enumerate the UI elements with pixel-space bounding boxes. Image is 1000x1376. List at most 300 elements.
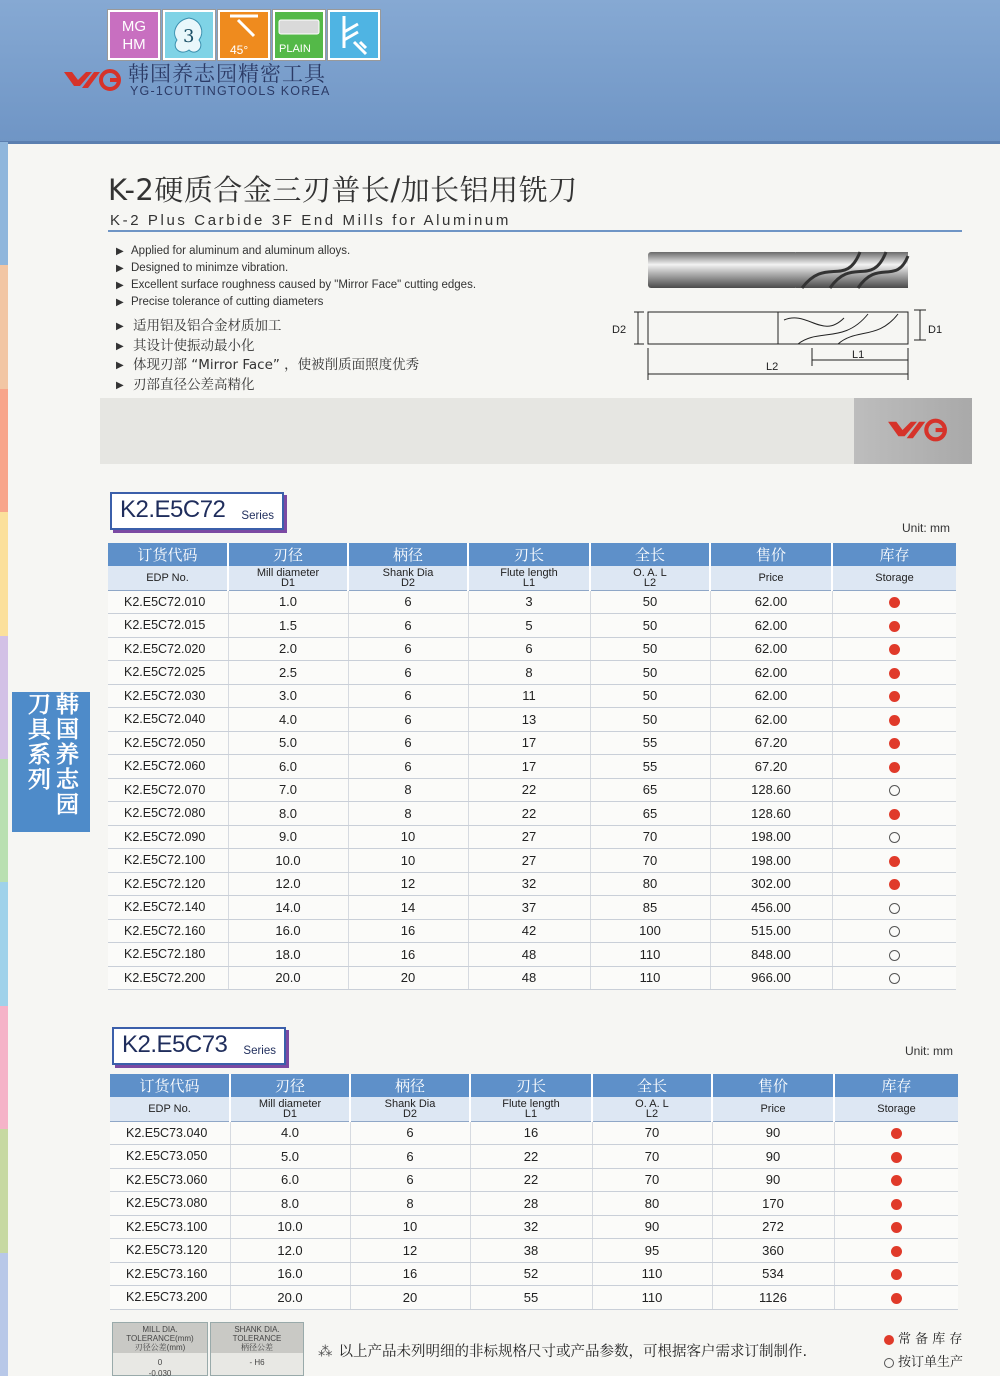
value-cell: 11 bbox=[468, 684, 590, 708]
edp-cell: K2.E5C73.050 bbox=[110, 1145, 230, 1169]
column-header-en: Storage bbox=[832, 566, 956, 590]
value-cell: 6.0 bbox=[230, 1168, 350, 1192]
edp-cell: K2.E5C73.040 bbox=[110, 1121, 230, 1145]
stock-dot-icon bbox=[889, 668, 900, 679]
table-row bbox=[108, 825, 956, 849]
column-header-cn: 柄径 bbox=[348, 543, 468, 566]
value-cell: 2.0 bbox=[228, 637, 348, 661]
column-header-cn: 刃长 bbox=[470, 1074, 592, 1097]
table-row bbox=[108, 731, 956, 755]
table-row bbox=[108, 966, 956, 990]
edp-cell: K2.E5C72.010 bbox=[108, 590, 228, 614]
value-cell: 6.0 bbox=[228, 755, 348, 779]
drawing-label-d1: D1 bbox=[928, 324, 943, 336]
value-cell: 67.20 bbox=[710, 755, 832, 779]
value-cell: 10 bbox=[350, 1215, 470, 1239]
brand-name-cn: 韩国养志园精密工具 bbox=[128, 62, 326, 86]
storage-cell bbox=[832, 684, 956, 708]
feature-item: ▶ 刃部直径公差高精化 bbox=[116, 376, 419, 396]
storage-cell bbox=[832, 802, 956, 826]
edp-cell: K2.E5C72.160 bbox=[108, 919, 228, 943]
value-cell: 966.00 bbox=[710, 966, 832, 990]
value-cell: 9.0 bbox=[228, 825, 348, 849]
value-cell: 22 bbox=[470, 1168, 592, 1192]
value-cell: 20 bbox=[348, 966, 468, 990]
stock-dot-icon bbox=[891, 1152, 902, 1163]
value-cell: 62.00 bbox=[710, 637, 832, 661]
value-cell: 50 bbox=[590, 614, 710, 638]
value-cell: 6 bbox=[350, 1121, 470, 1145]
value-cell: 27 bbox=[468, 825, 590, 849]
value-cell: 65 bbox=[590, 802, 710, 826]
table-row bbox=[108, 872, 956, 896]
value-cell: 5.0 bbox=[228, 731, 348, 755]
table-row bbox=[110, 1145, 958, 1169]
order-dot-icon bbox=[889, 832, 900, 843]
value-cell: 70 bbox=[592, 1168, 712, 1192]
storage-cell bbox=[832, 896, 956, 920]
value-cell: 17 bbox=[468, 755, 590, 779]
stock-dot-icon bbox=[891, 1199, 902, 1210]
edp-cell: K2.E5C72.040 bbox=[108, 708, 228, 732]
value-cell: 6 bbox=[348, 684, 468, 708]
side-color-strip bbox=[0, 142, 8, 1376]
value-cell: 302.00 bbox=[710, 872, 832, 896]
storage-cell bbox=[832, 966, 956, 990]
edp-cell: K2.E5C73.160 bbox=[110, 1262, 230, 1286]
table-row bbox=[108, 778, 956, 802]
value-cell: 1126 bbox=[712, 1286, 834, 1310]
edp-cell: K2.E5C72.200 bbox=[108, 966, 228, 990]
value-cell: 16 bbox=[348, 943, 468, 967]
edp-cell: K2.E5C72.015 bbox=[108, 614, 228, 638]
value-cell: 55 bbox=[590, 731, 710, 755]
feature-item: ▶ Applied for aluminum and aluminum alloys. bbox=[116, 243, 476, 260]
edp-cell: K2.E5C72.070 bbox=[108, 778, 228, 802]
storage-cell bbox=[834, 1145, 958, 1169]
value-cell: 16 bbox=[348, 919, 468, 943]
storage-cell bbox=[832, 825, 956, 849]
column-header-cn: 全长 bbox=[592, 1074, 712, 1097]
order-dot-icon bbox=[889, 973, 900, 984]
material-icon: MG HM bbox=[108, 10, 160, 60]
value-cell: 6 bbox=[348, 755, 468, 779]
edp-cell: K2.E5C73.100 bbox=[110, 1215, 230, 1239]
value-cell: 534 bbox=[712, 1262, 834, 1286]
order-dot-icon bbox=[889, 903, 900, 914]
flute-count-icon bbox=[163, 10, 215, 60]
value-cell: 22 bbox=[470, 1145, 592, 1169]
order-dot-icon bbox=[889, 785, 900, 796]
storage-cell bbox=[832, 755, 956, 779]
table-row bbox=[108, 849, 956, 873]
column-header-en: Mill diameter D1 bbox=[228, 566, 348, 590]
stock-dot-icon bbox=[891, 1269, 902, 1280]
edp-cell: K2.E5C73.080 bbox=[110, 1192, 230, 1216]
value-cell: 32 bbox=[468, 872, 590, 896]
table-row bbox=[110, 1239, 958, 1263]
value-cell: 4.0 bbox=[228, 708, 348, 732]
series-label-2: K2.E5C73 Series bbox=[112, 1027, 286, 1065]
value-cell: 20 bbox=[350, 1286, 470, 1310]
value-cell: 110 bbox=[590, 943, 710, 967]
value-cell: 62.00 bbox=[710, 684, 832, 708]
column-header-en: Flute length L1 bbox=[470, 1097, 592, 1121]
column-header-en: Shank Dia D2 bbox=[350, 1097, 470, 1121]
value-cell: 6 bbox=[350, 1168, 470, 1192]
value-cell: 50 bbox=[590, 684, 710, 708]
value-cell: 16 bbox=[470, 1121, 592, 1145]
storage-cell bbox=[832, 943, 956, 967]
value-cell: 22 bbox=[468, 802, 590, 826]
stock-dot-icon bbox=[891, 1246, 902, 1257]
storage-cell bbox=[832, 708, 956, 732]
table-row bbox=[110, 1192, 958, 1216]
value-cell: 32 bbox=[470, 1215, 592, 1239]
value-cell: 8 bbox=[468, 661, 590, 685]
cutting-direction-icon bbox=[328, 10, 380, 60]
value-cell: 8 bbox=[348, 778, 468, 802]
stock-dot-icon bbox=[889, 762, 900, 773]
value-cell: 110 bbox=[590, 966, 710, 990]
stock-dot-icon bbox=[889, 621, 900, 632]
value-cell: 85 bbox=[590, 896, 710, 920]
value-cell: 90 bbox=[712, 1121, 834, 1145]
value-cell: 27 bbox=[468, 849, 590, 873]
value-cell: 67.20 bbox=[710, 731, 832, 755]
order-dot-icon bbox=[889, 926, 900, 937]
value-cell: 4.0 bbox=[230, 1121, 350, 1145]
value-cell: 198.00 bbox=[710, 825, 832, 849]
order-dot-icon bbox=[884, 1358, 894, 1368]
value-cell: 20.0 bbox=[230, 1286, 350, 1310]
value-cell: 28 bbox=[470, 1192, 592, 1216]
table-row bbox=[108, 896, 956, 920]
page-title-cn: K-2硬质合金三刃普长/加长铝用铣刀 bbox=[108, 173, 578, 207]
value-cell: 48 bbox=[468, 966, 590, 990]
title-divider bbox=[108, 230, 962, 232]
storage-cell bbox=[832, 661, 956, 685]
legend-order: 按订单生产 bbox=[884, 1351, 963, 1370]
table-row bbox=[110, 1121, 958, 1145]
value-cell: 12 bbox=[348, 872, 468, 896]
value-cell: 90 bbox=[712, 1145, 834, 1169]
value-cell: 128.60 bbox=[710, 802, 832, 826]
series-label-1: K2.E5C72 Series bbox=[110, 492, 284, 530]
value-cell: 70 bbox=[590, 825, 710, 849]
table-row bbox=[110, 1215, 958, 1239]
value-cell: 128.60 bbox=[710, 778, 832, 802]
edp-cell: K2.E5C72.140 bbox=[108, 896, 228, 920]
storage-cell bbox=[832, 849, 956, 873]
custom-order-note: ⁂ 以上产品未列明细的非标规格尺寸或产品参数，可根据客户需求订制制作. bbox=[318, 1344, 808, 1360]
storage-cell bbox=[832, 590, 956, 614]
shank-type-icon bbox=[273, 10, 325, 60]
storage-cell bbox=[832, 637, 956, 661]
value-cell: 198.00 bbox=[710, 849, 832, 873]
edp-cell: K2.E5C72.100 bbox=[108, 849, 228, 873]
value-cell: 12 bbox=[350, 1239, 470, 1263]
feature-item: ▶ 其设计使振动最小化 bbox=[116, 337, 419, 357]
table-row bbox=[108, 708, 956, 732]
drawing-label-l1: L1 bbox=[852, 349, 865, 361]
value-cell: 1.5 bbox=[228, 614, 348, 638]
value-cell: 8.0 bbox=[230, 1192, 350, 1216]
edp-cell: K2.E5C72.080 bbox=[108, 802, 228, 826]
stock-dot-icon bbox=[889, 738, 900, 749]
column-header-en: Price bbox=[712, 1097, 834, 1121]
column-header-cn: 刃径 bbox=[228, 543, 348, 566]
drawing-label-l2: L2 bbox=[766, 361, 779, 373]
table-row bbox=[110, 1168, 958, 1192]
value-cell: 50 bbox=[590, 661, 710, 685]
page-title-en: K-2 Plus Carbide 3F End Mills for Aluminum bbox=[110, 212, 511, 229]
yg-logo-icon bbox=[886, 414, 948, 444]
value-cell: 95 bbox=[592, 1239, 712, 1263]
property-icon-bar bbox=[100, 398, 972, 464]
table-row bbox=[108, 943, 956, 967]
svg-text:45°: 45° bbox=[230, 43, 249, 57]
order-dot-icon bbox=[889, 950, 900, 961]
edp-cell: K2.E5C73.060 bbox=[110, 1168, 230, 1192]
value-cell: 3.0 bbox=[228, 684, 348, 708]
value-cell: 22 bbox=[468, 778, 590, 802]
stock-dot-icon bbox=[891, 1222, 902, 1233]
end-mill-photo bbox=[646, 246, 910, 294]
stock-dot-icon bbox=[891, 1293, 902, 1304]
value-cell: 80 bbox=[592, 1192, 712, 1216]
value-cell: 8 bbox=[350, 1192, 470, 1216]
value-cell: 90 bbox=[712, 1168, 834, 1192]
value-cell: 456.00 bbox=[710, 896, 832, 920]
value-cell: 48 bbox=[468, 943, 590, 967]
value-cell: 14.0 bbox=[228, 896, 348, 920]
value-cell: 50 bbox=[590, 708, 710, 732]
legend-stock: 常 备 库 存 bbox=[884, 1328, 962, 1347]
value-cell: 52 bbox=[470, 1262, 592, 1286]
storage-cell bbox=[834, 1239, 958, 1263]
edp-cell: K2.E5C72.060 bbox=[108, 755, 228, 779]
stock-dot-icon bbox=[889, 809, 900, 820]
feature-list-cn bbox=[116, 317, 419, 395]
value-cell: 5 bbox=[468, 614, 590, 638]
value-cell: 6 bbox=[348, 708, 468, 732]
value-cell: 62.00 bbox=[710, 590, 832, 614]
value-cell: 6 bbox=[348, 661, 468, 685]
value-cell: 70 bbox=[592, 1145, 712, 1169]
edp-cell: K2.E5C73.200 bbox=[110, 1286, 230, 1310]
column-header-cn: 库存 bbox=[832, 543, 956, 566]
column-header-en: EDP No. bbox=[110, 1097, 230, 1121]
side-tab-label: 韩国养志园刀具系列 bbox=[12, 692, 90, 832]
value-cell: 17 bbox=[468, 731, 590, 755]
edp-cell: K2.E5C72.020 bbox=[108, 637, 228, 661]
value-cell: 6 bbox=[348, 590, 468, 614]
feature-item: ▶ Excellent surface roughness caused by "Mirror Face" cutting edges. bbox=[116, 277, 476, 294]
storage-cell bbox=[834, 1192, 958, 1216]
mill-tolerance-box: MILL DIA. TOLERANCE(mm) 刃径公差(mm) 0 -0.030 bbox=[112, 1322, 208, 1376]
column-header-en: O. A. L L2 bbox=[592, 1097, 712, 1121]
value-cell: 6 bbox=[348, 614, 468, 638]
column-header-cn: 刃径 bbox=[230, 1074, 350, 1097]
value-cell: 8 bbox=[348, 802, 468, 826]
edp-cell: K2.E5C72.050 bbox=[108, 731, 228, 755]
value-cell: 70 bbox=[592, 1121, 712, 1145]
value-cell: 55 bbox=[590, 755, 710, 779]
stock-dot-icon bbox=[889, 715, 900, 726]
spec-table-2 bbox=[110, 1074, 958, 1310]
column-header-cn: 刃长 bbox=[468, 543, 590, 566]
value-cell: 110 bbox=[592, 1286, 712, 1310]
stock-dot-icon bbox=[889, 879, 900, 890]
value-cell: 10 bbox=[348, 825, 468, 849]
column-header-cn: 全长 bbox=[590, 543, 710, 566]
value-cell: 62.00 bbox=[710, 708, 832, 732]
column-header-cn: 库存 bbox=[834, 1074, 958, 1097]
table-row bbox=[110, 1286, 958, 1310]
svg-text:3: 3 bbox=[183, 26, 195, 47]
unit-label-2: Unit: mm bbox=[905, 1044, 953, 1058]
value-cell: 2.5 bbox=[228, 661, 348, 685]
edp-cell: K2.E5C72.120 bbox=[108, 872, 228, 896]
stock-dot-icon bbox=[891, 1175, 902, 1186]
dimension-drawing bbox=[608, 300, 948, 386]
table-row bbox=[108, 684, 956, 708]
value-cell: 100 bbox=[590, 919, 710, 943]
feature-item: ▶ 体现刃部 “Mirror Face” ，使被削质面照度优秀 bbox=[116, 356, 419, 376]
value-cell: 62.00 bbox=[710, 661, 832, 685]
edp-cell: K2.E5C73.120 bbox=[110, 1239, 230, 1263]
value-cell: 12.0 bbox=[228, 872, 348, 896]
storage-cell bbox=[834, 1286, 958, 1310]
value-cell: 848.00 bbox=[710, 943, 832, 967]
value-cell: 3 bbox=[468, 590, 590, 614]
column-header-cn: 订货代码 bbox=[108, 543, 228, 566]
value-cell: 6 bbox=[348, 731, 468, 755]
storage-cell bbox=[834, 1262, 958, 1286]
stock-dot-icon bbox=[891, 1128, 902, 1139]
value-cell: 90 bbox=[592, 1215, 712, 1239]
value-cell: 360 bbox=[712, 1239, 834, 1263]
column-header-en: Shank Dia D2 bbox=[348, 566, 468, 590]
edp-cell: K2.E5C72.090 bbox=[108, 825, 228, 849]
value-cell: 18.0 bbox=[228, 943, 348, 967]
value-cell: 10 bbox=[348, 849, 468, 873]
value-cell: 10.0 bbox=[230, 1215, 350, 1239]
storage-cell bbox=[832, 872, 956, 896]
value-cell: 110 bbox=[592, 1262, 712, 1286]
value-cell: 62.00 bbox=[710, 614, 832, 638]
stock-dot-icon bbox=[889, 691, 900, 702]
helix-angle-icon bbox=[218, 10, 270, 60]
column-header-en: Price bbox=[710, 566, 832, 590]
value-cell: 16.0 bbox=[230, 1262, 350, 1286]
unit-label-1: Unit: mm bbox=[902, 521, 950, 535]
value-cell: 50 bbox=[590, 590, 710, 614]
table-row bbox=[108, 755, 956, 779]
column-header-en: EDP No. bbox=[108, 566, 228, 590]
value-cell: 65 bbox=[590, 778, 710, 802]
table-row bbox=[108, 802, 956, 826]
edp-cell: K2.E5C72.180 bbox=[108, 943, 228, 967]
value-cell: 6 bbox=[348, 637, 468, 661]
edp-cell: K2.E5C72.025 bbox=[108, 661, 228, 685]
column-header-cn: 售价 bbox=[712, 1074, 834, 1097]
value-cell: 55 bbox=[470, 1286, 592, 1310]
value-cell: 8.0 bbox=[228, 802, 348, 826]
value-cell: 1.0 bbox=[228, 590, 348, 614]
value-cell: 6 bbox=[468, 637, 590, 661]
column-header-en: O. A. L L2 bbox=[590, 566, 710, 590]
stock-dot-icon bbox=[889, 856, 900, 867]
column-header-en: Storage bbox=[834, 1097, 958, 1121]
stock-dot-icon bbox=[889, 644, 900, 655]
feature-item: ▶ 适用铝及铝合金材质加工 bbox=[116, 317, 419, 337]
table-row bbox=[108, 661, 956, 685]
svg-text:PLAIN: PLAIN bbox=[279, 43, 311, 55]
value-cell: 5.0 bbox=[230, 1145, 350, 1169]
value-cell: 16 bbox=[350, 1262, 470, 1286]
storage-cell bbox=[834, 1168, 958, 1192]
table-row bbox=[108, 637, 956, 661]
value-cell: 10.0 bbox=[228, 849, 348, 873]
value-cell: 20.0 bbox=[228, 966, 348, 990]
value-cell: 80 bbox=[590, 872, 710, 896]
brand-name-en: YG-1CUTTINGTOOLS KOREA bbox=[130, 84, 331, 98]
value-cell: 37 bbox=[468, 896, 590, 920]
drawing-label-d2: D2 bbox=[612, 324, 627, 336]
value-cell: 170 bbox=[712, 1192, 834, 1216]
storage-cell bbox=[832, 731, 956, 755]
value-cell: 515.00 bbox=[710, 919, 832, 943]
table-row bbox=[108, 919, 956, 943]
value-cell: 14 bbox=[348, 896, 468, 920]
table-row bbox=[110, 1262, 958, 1286]
value-cell: 70 bbox=[590, 849, 710, 873]
spec-table-1 bbox=[108, 543, 956, 990]
value-cell: 38 bbox=[470, 1239, 592, 1263]
value-cell: 6 bbox=[350, 1145, 470, 1169]
value-cell: 12.0 bbox=[230, 1239, 350, 1263]
value-cell: 272 bbox=[712, 1215, 834, 1239]
value-cell: 50 bbox=[590, 637, 710, 661]
column-header-cn: 售价 bbox=[710, 543, 832, 566]
note-icon: ⁂ bbox=[318, 1344, 333, 1360]
column-header-cn: 柄径 bbox=[350, 1074, 470, 1097]
column-header-cn: 订货代码 bbox=[110, 1074, 230, 1097]
storage-cell bbox=[832, 919, 956, 943]
value-cell: 42 bbox=[468, 919, 590, 943]
storage-cell bbox=[834, 1215, 958, 1239]
yg-logo-icon bbox=[62, 66, 122, 92]
stock-dot-icon bbox=[884, 1335, 894, 1345]
edp-cell: K2.E5C72.030 bbox=[108, 684, 228, 708]
feature-list-en bbox=[116, 243, 476, 311]
storage-cell bbox=[832, 614, 956, 638]
feature-item: ▶ Precise tolerance of cutting diameters bbox=[116, 294, 476, 311]
value-cell: 7.0 bbox=[228, 778, 348, 802]
table-row bbox=[108, 590, 956, 614]
column-header-en: Flute length L1 bbox=[468, 566, 590, 590]
feature-item: ▶ Designed to minimze vibration. bbox=[116, 260, 476, 277]
stock-dot-icon bbox=[889, 597, 900, 608]
column-header-en: Mill diameter D1 bbox=[230, 1097, 350, 1121]
storage-cell bbox=[832, 778, 956, 802]
shank-tolerance-box: SHANK DIA. TOLERANCE 柄径公差 - H6 bbox=[210, 1322, 304, 1376]
value-cell: 13 bbox=[468, 708, 590, 732]
value-cell: 16.0 bbox=[228, 919, 348, 943]
table-row bbox=[108, 614, 956, 638]
